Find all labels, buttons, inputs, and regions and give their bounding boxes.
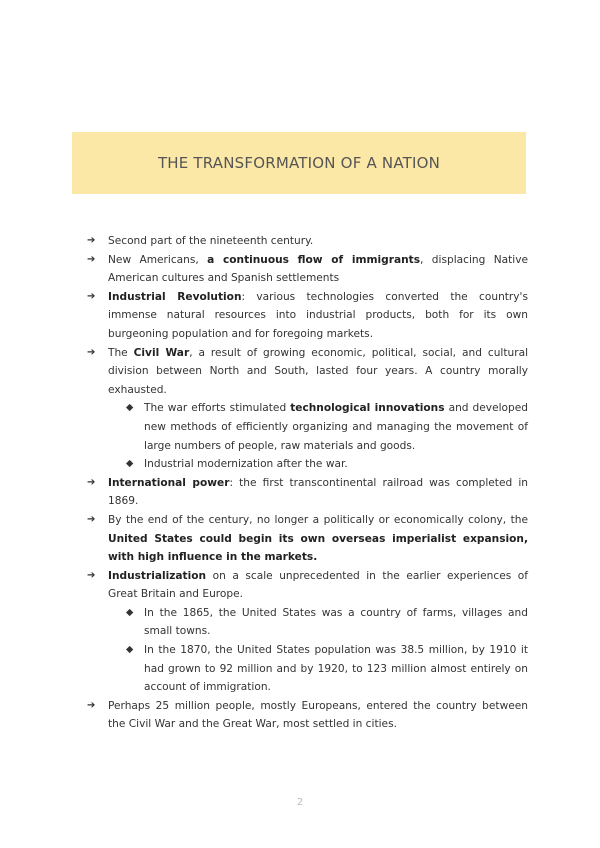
list-item-text: The: [108, 346, 134, 359]
list-item-text: : the first transcontinental railroad was completed in 1869.: [108, 476, 528, 508]
list-item: [87, 697, 528, 734]
list-item: [87, 567, 528, 604]
bullet-list-container: [87, 232, 528, 734]
list-item-text: and developed new methods of efficiently organizing and managing the movement of large numbers of people, raw materials and goods.: [144, 402, 528, 452]
list-item-text: Perhaps 25 million people, mostly Europeans, entered the country between the Civil War and the Great War, most settled in cities.: [108, 699, 528, 731]
sub-list-item: [87, 399, 528, 455]
list-item-bold-text: a continuous flow of immigrants: [207, 253, 421, 266]
list-item-text: Second part of the nineteenth century.: [108, 235, 314, 247]
list-item-bold-text: United States could begin its own overseas imperialist expansion, with high influence in the markets.: [108, 532, 528, 564]
arrow-bullet-icon: ➔: [87, 513, 96, 525]
list-item-text: : various technologies converted the country's immense natural resources into industrial products, both for its own burgeoning population and for foregoing markets.: [108, 290, 528, 340]
title-banner: [72, 132, 526, 194]
list-item: [87, 511, 528, 567]
arrow-bullet-icon: ➔: [87, 235, 96, 246]
diamond-bullet-icon: ◆: [126, 644, 134, 656]
list-item: [87, 344, 528, 400]
list-item-text: Industrial modernization after the war.: [144, 458, 348, 471]
list-item-bold-text: Civil War: [133, 346, 190, 359]
list-item-bold-text: technological innovations: [290, 402, 445, 415]
list-item-text: on a scale unprecedented in the earlier experiences of Great Britain and Europe.: [108, 569, 528, 601]
sub-list-item: [87, 455, 528, 474]
arrow-bullet-icon: ➔: [87, 346, 96, 358]
sub-list-item: [87, 604, 528, 641]
list-item-bold-text: Industrial Revolution: [108, 290, 242, 303]
sub-list-item: [87, 641, 528, 697]
arrow-bullet-icon: ➔: [87, 253, 96, 265]
bullet-list: [87, 232, 528, 734]
diamond-bullet-icon: ◆: [126, 402, 134, 414]
list-item-text: In the 1865, the United States was a country of farms, villages and small towns.: [144, 606, 528, 638]
list-item-text: The war efforts stimulated: [144, 402, 291, 415]
list-item: [87, 251, 528, 288]
diamond-bullet-icon: ◆: [126, 458, 134, 470]
list-item-text: , a result of growing economic, political, social, and cultural division between North and South, lasted four years. A country morally exhausted.: [108, 346, 529, 396]
list-item: [87, 288, 528, 344]
list-item-text: New Americans,: [108, 253, 208, 266]
page-title: THE TRANSFORMATION OF A NATION: [157, 154, 441, 172]
list-item-bold-text: Industrialization: [108, 569, 207, 582]
arrow-bullet-icon: ➔: [87, 569, 96, 581]
list-item: [87, 474, 528, 511]
arrow-bullet-icon: ➔: [87, 476, 96, 488]
arrow-bullet-icon: ➔: [87, 699, 96, 711]
list-item-bold-text: International power: [108, 476, 230, 489]
list-item: [87, 232, 528, 251]
page-number: 2: [296, 797, 304, 808]
list-item-text: By the end of the century, no longer a politically or economically colony, the: [108, 513, 528, 526]
diamond-bullet-icon: ◆: [126, 606, 134, 618]
arrow-bullet-icon: ➔: [87, 290, 96, 302]
list-item-text: , displacing Native American cultures and Spanish settlements: [108, 253, 528, 285]
list-item-text: In the 1870, the United States population was 38.5 million, by 1910 it had grown to 92 million and by 1920, to 123 million almost entirely on account of immigration.: [144, 644, 528, 694]
